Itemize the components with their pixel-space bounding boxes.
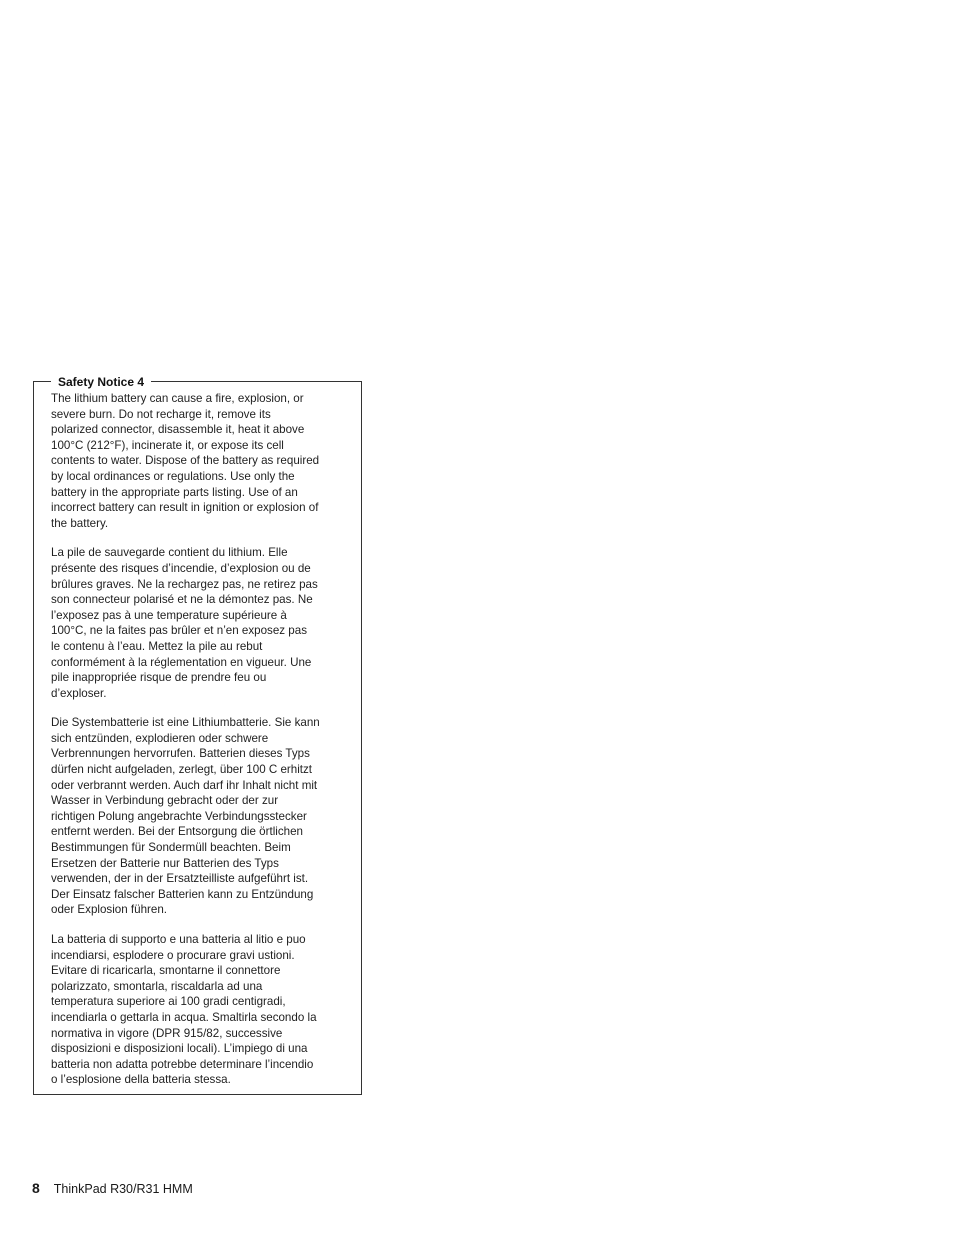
text-line: batteria non adatta potrebbe determinare l’incendio <box>51 1057 314 1071</box>
text-line: 100°C (212°F), incinerate it, or expose its cell <box>51 438 284 452</box>
page-number: 8 <box>32 1180 40 1196</box>
text-line: entfernt werden. Bei der Entsorgung die örtlichen <box>51 825 303 839</box>
text-line: contents to water. Dispose of the battery as required <box>51 454 320 468</box>
text-line: Der Einsatz falscher Batterien kann zu Entzündung <box>51 887 314 901</box>
paragraph-german <box>51 715 347 918</box>
text-line: 100°C, ne la faites pas brûler et n’en exposez pas <box>51 624 307 638</box>
text-line: Wasser in Verbindung gebracht oder der zur <box>51 794 279 808</box>
text-line: Ersetzen der Batterie nur Batterien des Typs <box>51 856 279 870</box>
text-line: oder verbrannt werden. Auch darf ihr Inhalt nicht mit <box>51 778 318 792</box>
text-line: verwenden, der in der Ersatzteilliste aufgeführt ist. <box>51 872 309 886</box>
text-line: The lithium battery can cause a fire, explosion, or <box>51 392 304 405</box>
text-line: conformément à la réglementation en vigueur. Une <box>51 655 312 669</box>
text-line: dürfen nicht aufgeladen, zerlegt, über 100 C erhitzt <box>51 763 313 777</box>
text-line: the battery. <box>51 516 109 530</box>
text-line: Die Systembatterie ist eine Lithiumbatterie. Sie kann <box>51 716 320 730</box>
text-line: oder Explosion führen. <box>51 903 168 917</box>
text-line: présente des risques d’incendie, d’explosion ou de <box>51 561 311 575</box>
paragraph-french <box>51 545 347 701</box>
text-line: La batteria di supporto e una batteria al litio e puo <box>51 933 306 946</box>
text-line: richtigen Polung angebrachte Verbindungsstecker <box>51 809 307 823</box>
text-line: normativa in vigore (DPR 915/82, successive <box>51 1026 283 1040</box>
text-line: o l’esplosione della batteria stessa. <box>51 1073 231 1087</box>
text-line: brûlures graves. Ne la rechargez pas, ne retirez pas <box>51 577 318 591</box>
text-line: La pile de sauvegarde contient du lithium. Elle <box>51 546 288 560</box>
text-line: le contenu à l’eau. Mettez la pile au rebut <box>51 639 263 653</box>
paragraph-italian <box>51 932 347 1088</box>
text-line: polarized connector, disassemble it, heat it above <box>51 423 305 437</box>
text-line: temperatura superiore ai 100 gradi centigradi, <box>51 995 286 1009</box>
text-line: disposizioni e disposizioni locali). L’impiego di una <box>51 1042 308 1056</box>
text-line: son connecteur polarisé et ne la démontez pas. Ne <box>51 593 313 607</box>
notice-title: Safety Notice 4 <box>51 375 151 389</box>
page-footer <box>32 1180 193 1197</box>
text-line: sich entzünden, explodieren oder schwere <box>51 731 269 745</box>
text-line: Verbrennungen hervorrufen. Batterien dieses Typs <box>51 747 310 761</box>
text-line: incendiarsi, esplodere o procurare gravi ustioni. <box>51 948 295 962</box>
text-line: battery in the appropriate parts listing. Use of an <box>51 485 298 499</box>
paragraph-english <box>51 391 347 531</box>
text-line: l’exposez pas à une temperature supérieure à <box>51 608 287 622</box>
text-line: incorrect battery can result in ignition or explosion of <box>51 501 319 515</box>
text-line: by local ordinances or regulations. Use only the <box>51 469 295 483</box>
notice-body <box>51 391 347 1102</box>
text-line: polarizzato, smontarla, riscaldarla ad una <box>51 979 263 993</box>
text-line: pile inappropriée risque de prendre feu ou <box>51 671 267 685</box>
text-line: severe burn. Do not recharge it, remove its <box>51 407 271 421</box>
safety-notice-box <box>33 375 362 1095</box>
text-line: d’exploser. <box>51 686 107 700</box>
document-title: ThinkPad R30/R31 HMM <box>53 1182 193 1196</box>
text-line: Evitare di ricaricarla, smontarne il connettore <box>51 964 281 978</box>
text-line: incendiarla o gettarla in acqua. Smaltirla secondo la <box>51 1010 317 1024</box>
text-line: Bestimmungen für Sondermüll beachten. Beim <box>51 841 291 855</box>
